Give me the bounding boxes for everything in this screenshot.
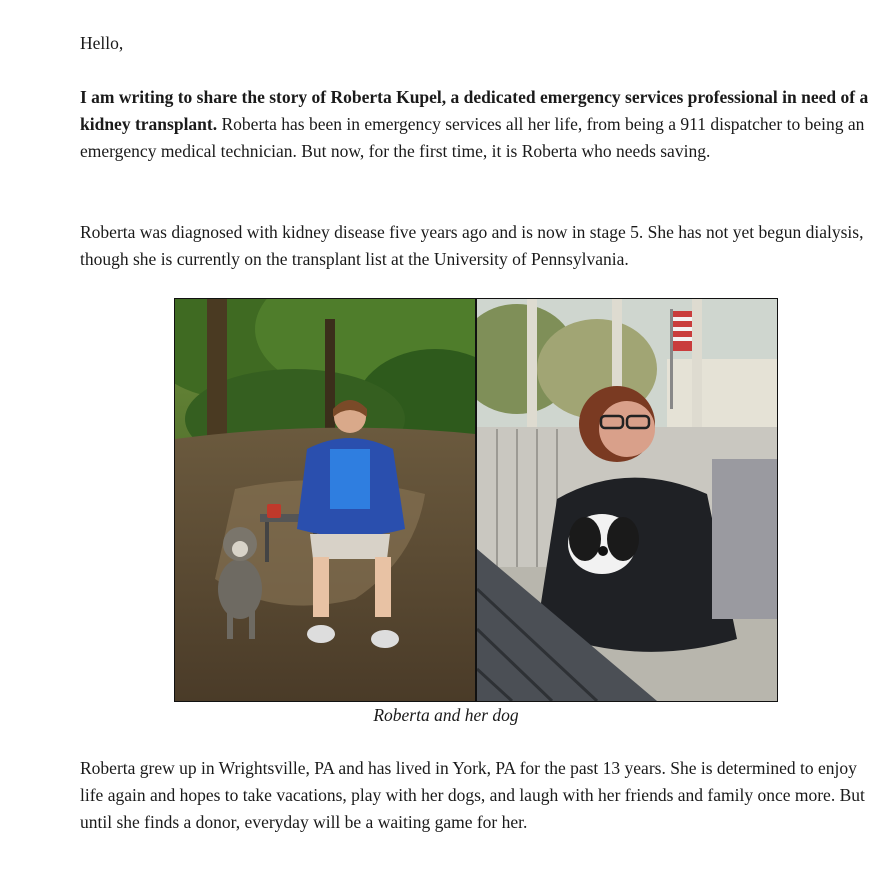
photo-porch-woman-puppy	[477, 299, 777, 701]
greeting: Hello,	[80, 33, 124, 53]
photo-frame	[174, 298, 778, 702]
photo-figure	[174, 298, 778, 702]
intro-paragraph	[80, 84, 880, 165]
intro-bold-sentence: I am writing to share the story of Roberta Kupel, a dedicated emergency services professional in need of a kidney transplant.	[80, 87, 869, 134]
photo-caption: Roberta and her dog	[373, 705, 519, 725]
forest-photo-icon	[175, 299, 475, 701]
porch-photo-icon	[477, 299, 777, 701]
photo-forest-woman-dog	[175, 299, 477, 701]
intro-rest: Roberta has been in emergency services all her life, from being a 911 dispatcher to being an emergency medical technician. But now, for the first time, it is Roberta who needs saving.	[80, 114, 865, 161]
diagnosis-paragraph: Roberta was diagnosed with kidney disease five years ago and is now in stage 5. She has not yet begun dialysis, though she is currently on the transplant list at the University of Pennsylvania.	[80, 222, 864, 269]
background-paragraph: Roberta grew up in Wrightsville, PA and has lived in York, PA for the past 13 years. She is determined to enjoy life again and hopes to take vacations, play with her dogs, and laugh with her friends and family once more. But until she finds a donor, everyday will be a waiting game for her.	[80, 758, 865, 832]
